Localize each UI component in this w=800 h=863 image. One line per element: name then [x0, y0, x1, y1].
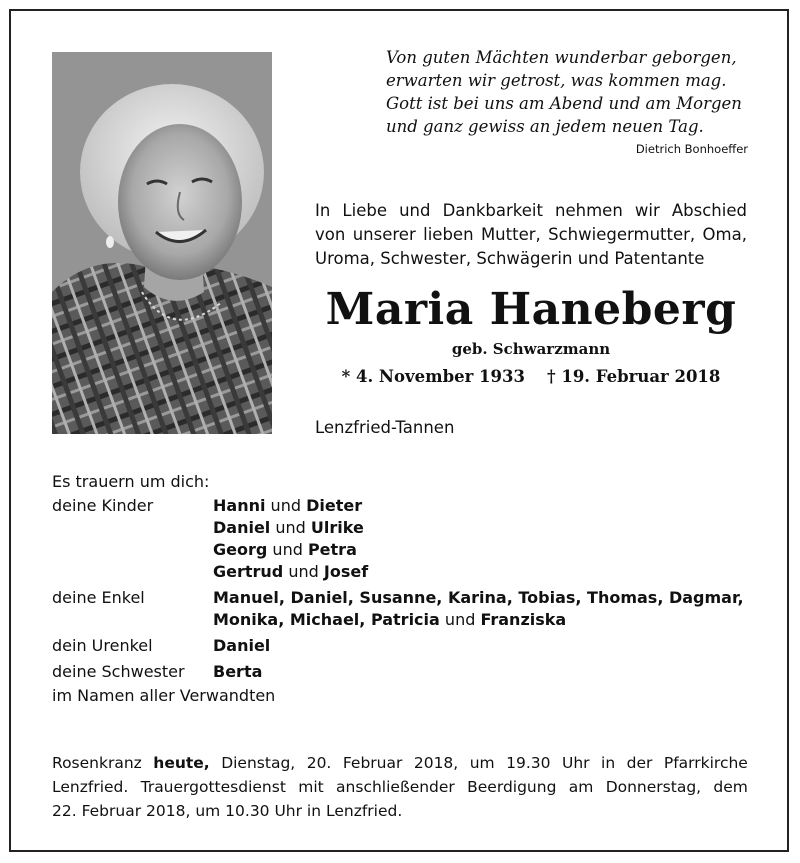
birth-date: * 4. November 1933 [341, 367, 525, 386]
quote-line: Von guten Mächten wunderbar geborgen, [386, 48, 737, 67]
child-pair: Gertrud und Josef [213, 562, 369, 581]
grandchildren-label: deine Enkel [52, 588, 145, 607]
service-info [52, 751, 748, 823]
bonhoeffer-quote [386, 46, 756, 138]
word: Mutter, [480, 225, 541, 244]
word: wir [634, 201, 660, 220]
word: unserer [352, 225, 416, 244]
word: nehmen [555, 201, 623, 220]
word: Liebe [342, 201, 387, 220]
intro-line-1 [315, 199, 747, 223]
child-pair: Hanni und Dieter [213, 496, 363, 515]
grandchildren-row: Manuel, Daniel, Susanne, Karina, Tobias, Thomas, Dagmar, [213, 588, 744, 607]
great-grandchild-name: Daniel [213, 636, 271, 655]
word: Oma, [702, 225, 747, 244]
quote-author: Dietrich Bonhoeffer [635, 142, 748, 156]
child-pair: Daniel und Ulrike [213, 518, 364, 537]
intro-text [315, 199, 747, 271]
place-name: Lenzfried-Tannen [315, 418, 455, 437]
word: lieben [423, 225, 474, 244]
word: Dankbarkeit [442, 201, 543, 220]
sister-group [52, 661, 752, 683]
quote-line: erwarten wir getrost, was kommen mag. [386, 71, 727, 90]
word: Abschied [671, 201, 747, 220]
children-label: deine Kinder [52, 496, 154, 515]
word: von [315, 225, 346, 244]
grandchildren-row: Monika, Michael, Patricia und Franziska [213, 610, 567, 629]
word: Schwiegermutter, [548, 225, 696, 244]
intro-line-3: Uroma, Schwester, Schwägerin und Patentante [315, 249, 705, 268]
child-pair: Georg und Petra [213, 540, 357, 559]
portrait-photo [52, 52, 272, 434]
mourners-heading: Es trauern um dich: [52, 472, 210, 491]
word: In [315, 201, 331, 220]
quote-line: und ganz gewiss an jedem neuen Tag. [386, 117, 704, 136]
service-line-3: 22. Februar 2018, um 10.30 Uhr in Lenzfried. [52, 802, 403, 820]
life-dates [315, 367, 747, 386]
grandchildren-group [52, 587, 752, 631]
sister-label: deine Schwester [52, 662, 185, 681]
service-line-1: Rosenkranz heute, Dienstag, 20. Februar 2018, um 19.30 Uhr in der Pfarrkirche [52, 754, 748, 772]
children-group [52, 495, 752, 583]
death-date: † 19. Februar 2018 [546, 367, 721, 386]
mourners-list [52, 469, 752, 709]
word: und [399, 201, 431, 220]
relatives-footer: im Namen aller Verwandten [52, 686, 276, 705]
great-grandchild-label: dein Urenkel [52, 636, 153, 655]
maiden-name: geb. Schwarzmann [451, 340, 611, 358]
great-grandchild-group [52, 635, 752, 657]
intro-line-2 [315, 223, 747, 247]
service-line-2: Lenzfried. Trauergottesdienst mit anschließender Beerdigung am Donnerstag, dem [52, 778, 748, 796]
deceased-name: Maria Haneberg [325, 284, 737, 335]
sister-name: Berta [213, 662, 263, 681]
quote-line: Gott ist bei uns am Abend und am Morgen [386, 94, 742, 113]
